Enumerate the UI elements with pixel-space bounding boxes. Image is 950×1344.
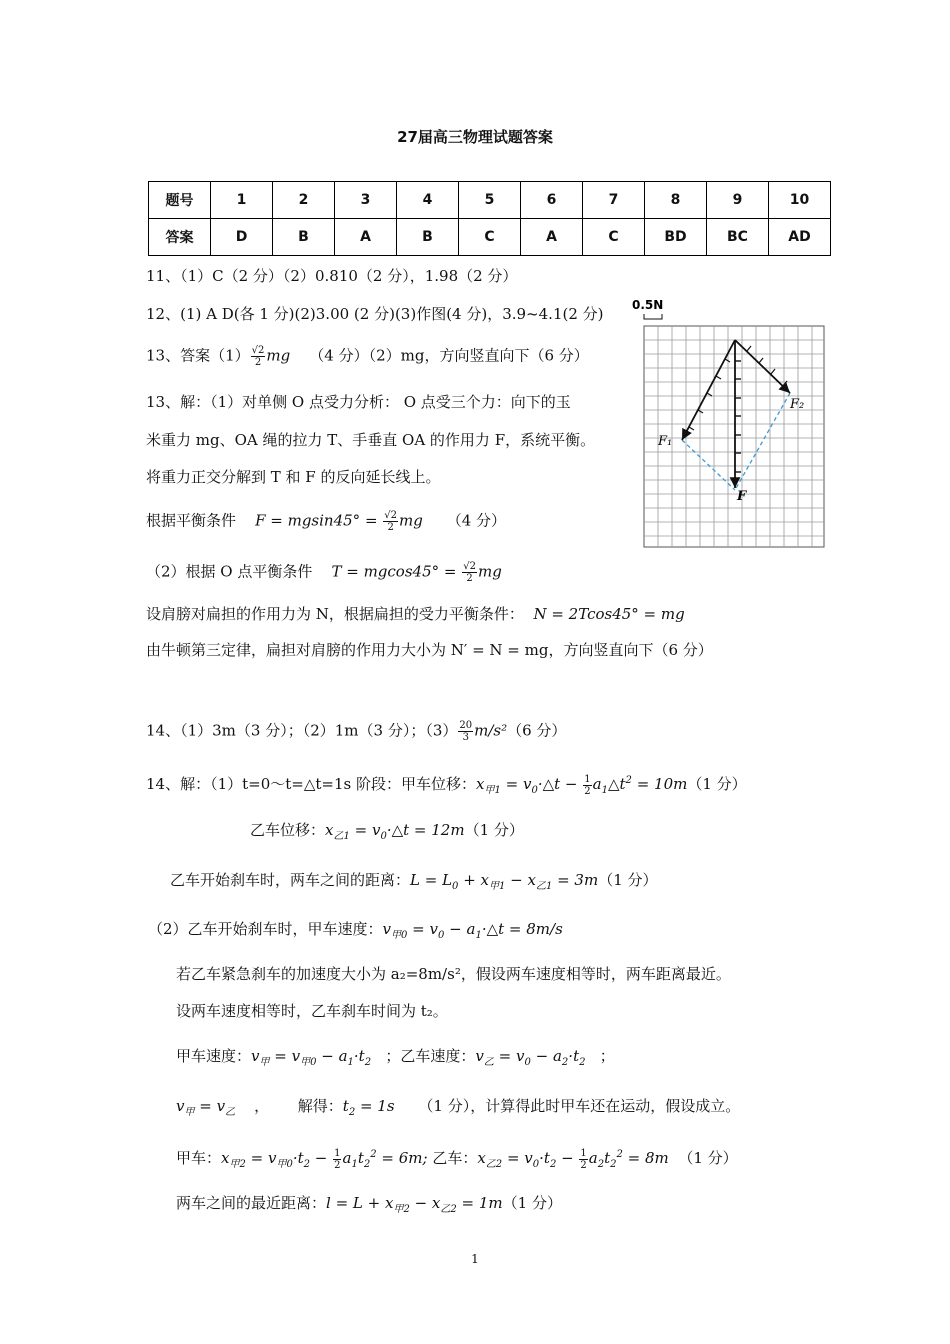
- table-cell: D: [211, 219, 273, 256]
- q14-line1-post: （1 分）: [687, 775, 747, 793]
- table-cell: A: [335, 219, 397, 256]
- dashed-side-f1: [682, 440, 735, 490]
- force-f1-ticks: [689, 359, 730, 430]
- force-f1-arrow: [682, 340, 735, 440]
- force-diagram: [630, 295, 830, 555]
- q14-line7-c: ；: [599, 1047, 615, 1065]
- table-cell: 5: [459, 182, 521, 219]
- q14-line8-c: （1 分），计算得此时甲车还在运动，假设成立。: [418, 1097, 741, 1115]
- header-label: 题号: [149, 182, 211, 219]
- q13-solution-line3: 将重力正交分解到 T 和 F 的反向延长线上。: [146, 468, 441, 486]
- f1-label: F₁: [658, 434, 673, 449]
- q12-answer: 12、(1) A D(各 1 分)(2)3.00 (2 分)(3)作图(4 分)，3.9~4.1(2 分): [146, 305, 604, 323]
- answer-table: [148, 181, 831, 256]
- q14-solution-line4: （2）乙车开始刹车时，甲车速度：$v_{甲0} = v_0$ − $a_1\cdot\triangle t = 8m/s$: [148, 920, 563, 941]
- q13-solution-line5: （2）根据 O 点平衡条件 T = mgcos45° = $\frac{√2}{2}$ mg: [146, 561, 502, 584]
- table-row-numbers: [149, 182, 831, 219]
- q13-solution-line7: 由牛顿第三定律，扁担对肩膀的作用力大小为 N′ = N = mg，方向竖直向下（6 分）: [146, 641, 713, 659]
- table-cell: 10: [769, 182, 831, 219]
- q14-line10-a: 两车之间的最近距离：: [176, 1194, 327, 1212]
- q13-answer-post: （4 分）（2）mg，方向竖直向下（6 分）: [309, 346, 589, 365]
- f2-label: F₂: [790, 397, 805, 412]
- q13-solution-line6: 设肩膀对扁担的作用力为 N，根据扁担的受力平衡条件： N = 2Tcos45° = mg: [146, 605, 685, 623]
- q13-answer-pre: 13、答案（1）: [146, 346, 250, 365]
- table-cell: 6: [521, 182, 583, 219]
- q14-line8-b: 解得：: [297, 1097, 343, 1115]
- force-f2-arrow: [735, 340, 790, 393]
- table-cell: 3: [335, 182, 397, 219]
- q14-answer-pre: 14、（1）3m（3 分）；（2）1m（3 分）；（3）: [146, 721, 458, 740]
- table-cell: C: [459, 219, 521, 256]
- q13-answer: 13、答案（1） $\frac{√2}{2}$ mg （4 分）（2）mg，方向竖直向下（6 分）: [146, 345, 589, 368]
- q14-solution-line7: 甲车速度：$v_甲 = v_{甲0} - a_1\cdot t_2$ ；乙车速度：$v_乙 = v_0 - a_2\cdot t_2$ ；: [176, 1047, 615, 1068]
- q14-solution-line10: 两车之间的最近距离：$l = L + x_{甲2} - x_{乙2} = 1m(1$ 分）: [176, 1194, 562, 1215]
- q14-line9-b: 乙车：: [432, 1149, 478, 1167]
- q14-solution-line6: 设两车速度相等时，乙车刹车时间为 t₂。: [176, 1002, 448, 1020]
- q13-solution-line1: 13、解：（1）对单侧 O 点受力分析： O 点受三个力：向下的玉: [146, 393, 571, 411]
- q14-line7-a: 甲车速度：: [176, 1047, 252, 1065]
- q14-solution-line5: 若乙车紧急刹车的加速度大小为 a₂=8m/s²，假设两车速度相等时，两车距离最近。: [176, 965, 731, 983]
- table-cell: B: [397, 219, 459, 256]
- q14-line10-b: （1 分）: [502, 1194, 562, 1212]
- table-cell: A: [521, 219, 583, 256]
- q14-line8-a: ，: [254, 1097, 270, 1115]
- scale-label: 0.5N: [632, 298, 664, 312]
- q14-line2-pre: 乙车位移：: [250, 821, 326, 839]
- table-cell: AD: [769, 219, 831, 256]
- q14-solution-line3: 乙车开始刹车时，两车之间的距离：$L = L_0 + x_{甲1} - x_{乙1} = 3m(1$ 分）: [170, 871, 658, 892]
- table-cell: BC: [707, 219, 769, 256]
- answer-label: 答案: [149, 219, 211, 256]
- table-cell: C: [583, 219, 645, 256]
- q14-line9-a: 甲车：: [176, 1149, 222, 1167]
- q14-answer-post: （6 分）: [507, 721, 567, 740]
- q13-line4-pre: 根据平衡条件: [146, 511, 237, 530]
- scale-bracket: [644, 314, 662, 319]
- q13-line5-pre: （2）根据 O 点平衡条件: [146, 562, 313, 581]
- q13-solution-line2: 米重力 mg、OA 绳的拉力 T、手垂直 OA 的作用力 F，系统平衡。: [146, 431, 596, 449]
- table-cell: B: [273, 219, 335, 256]
- table-cell: 7: [583, 182, 645, 219]
- table-cell: 2: [273, 182, 335, 219]
- q14-line7-b: ；乙车速度：: [385, 1047, 476, 1065]
- q14-solution-line8: $v_甲 = v_乙$ ， 解得：$t_2 = 1s$ （1 分），计算得此时甲车还在运动，假设成立。: [176, 1097, 741, 1118]
- q13-line6-pre: 设肩膀对扁担的作用力为 N，根据扁担的受力平衡条件：: [146, 605, 524, 623]
- force-f2-ticks: [747, 346, 787, 386]
- dashed-side-f2: [735, 393, 790, 490]
- q14-solution-line1: 14、解：（1）t=0～t=△t=1s 阶段：甲车位移：$x_{甲1}$ = $v_0\cdot\triangle t$ − $\frac{1}{2}$ $a_1\triangle t^2 = 10m(1$ 分）: [146, 773, 747, 797]
- force-f-ticks: [735, 361, 741, 472]
- q13-line4-post: （4 分）: [446, 511, 507, 530]
- q14-line3-post: （1 分）: [598, 871, 658, 889]
- q14-line1-pre: 14、解：（1）t=0～t=△t=1s 阶段：甲车位移：: [146, 775, 477, 793]
- table-cell: 9: [707, 182, 769, 219]
- q14-solution-line2: 乙车位移：$x_{乙1}$ = $v_0\cdot\triangle t = 12m(1$ 分）: [250, 821, 524, 842]
- q14-line3-pre: 乙车开始刹车时，两车之间的距离：: [170, 871, 411, 889]
- q14-line9-c: （1 分）: [678, 1149, 738, 1167]
- q14-answer: 14、（1）3m（3 分）；（2）1m（3 分）；（3） $\frac{20}{3}$ m/s²（6 分）: [146, 720, 567, 743]
- table-cell: 1: [211, 182, 273, 219]
- table-cell: 4: [397, 182, 459, 219]
- page-number: 1: [471, 1252, 479, 1266]
- q14-line4-pre: （2）乙车开始刹车时，甲车速度：: [148, 920, 383, 938]
- f-label: F: [737, 489, 747, 504]
- q11-answer: 11、（1）C（2 分）（2）0.810（2 分），1.98（2 分）: [146, 267, 518, 285]
- q13-solution-line4: 根据平衡条件 F = mgsin45° = $\frac{√2}{2}$ mg （4 分）: [146, 510, 507, 533]
- q14-solution-line9: 甲车：$x_{甲2} = v_{甲0}\cdot t_2$ − $\frac{1}{2}$ $a_1t_2^2 = 6m$; 乙车：$x_{乙2} = v_0\cdot t_2$ − $\frac{1}{2}$ $a_2t_2^2 = 8m$ （1 分）: [176, 1147, 738, 1171]
- q14-line2-post: （1 分）: [464, 821, 524, 839]
- page-title: 27届高三物理试题答案: [397, 128, 553, 146]
- table-cell: BD: [645, 219, 707, 256]
- table-row-answers: [149, 219, 831, 256]
- table-cell: 8: [645, 182, 707, 219]
